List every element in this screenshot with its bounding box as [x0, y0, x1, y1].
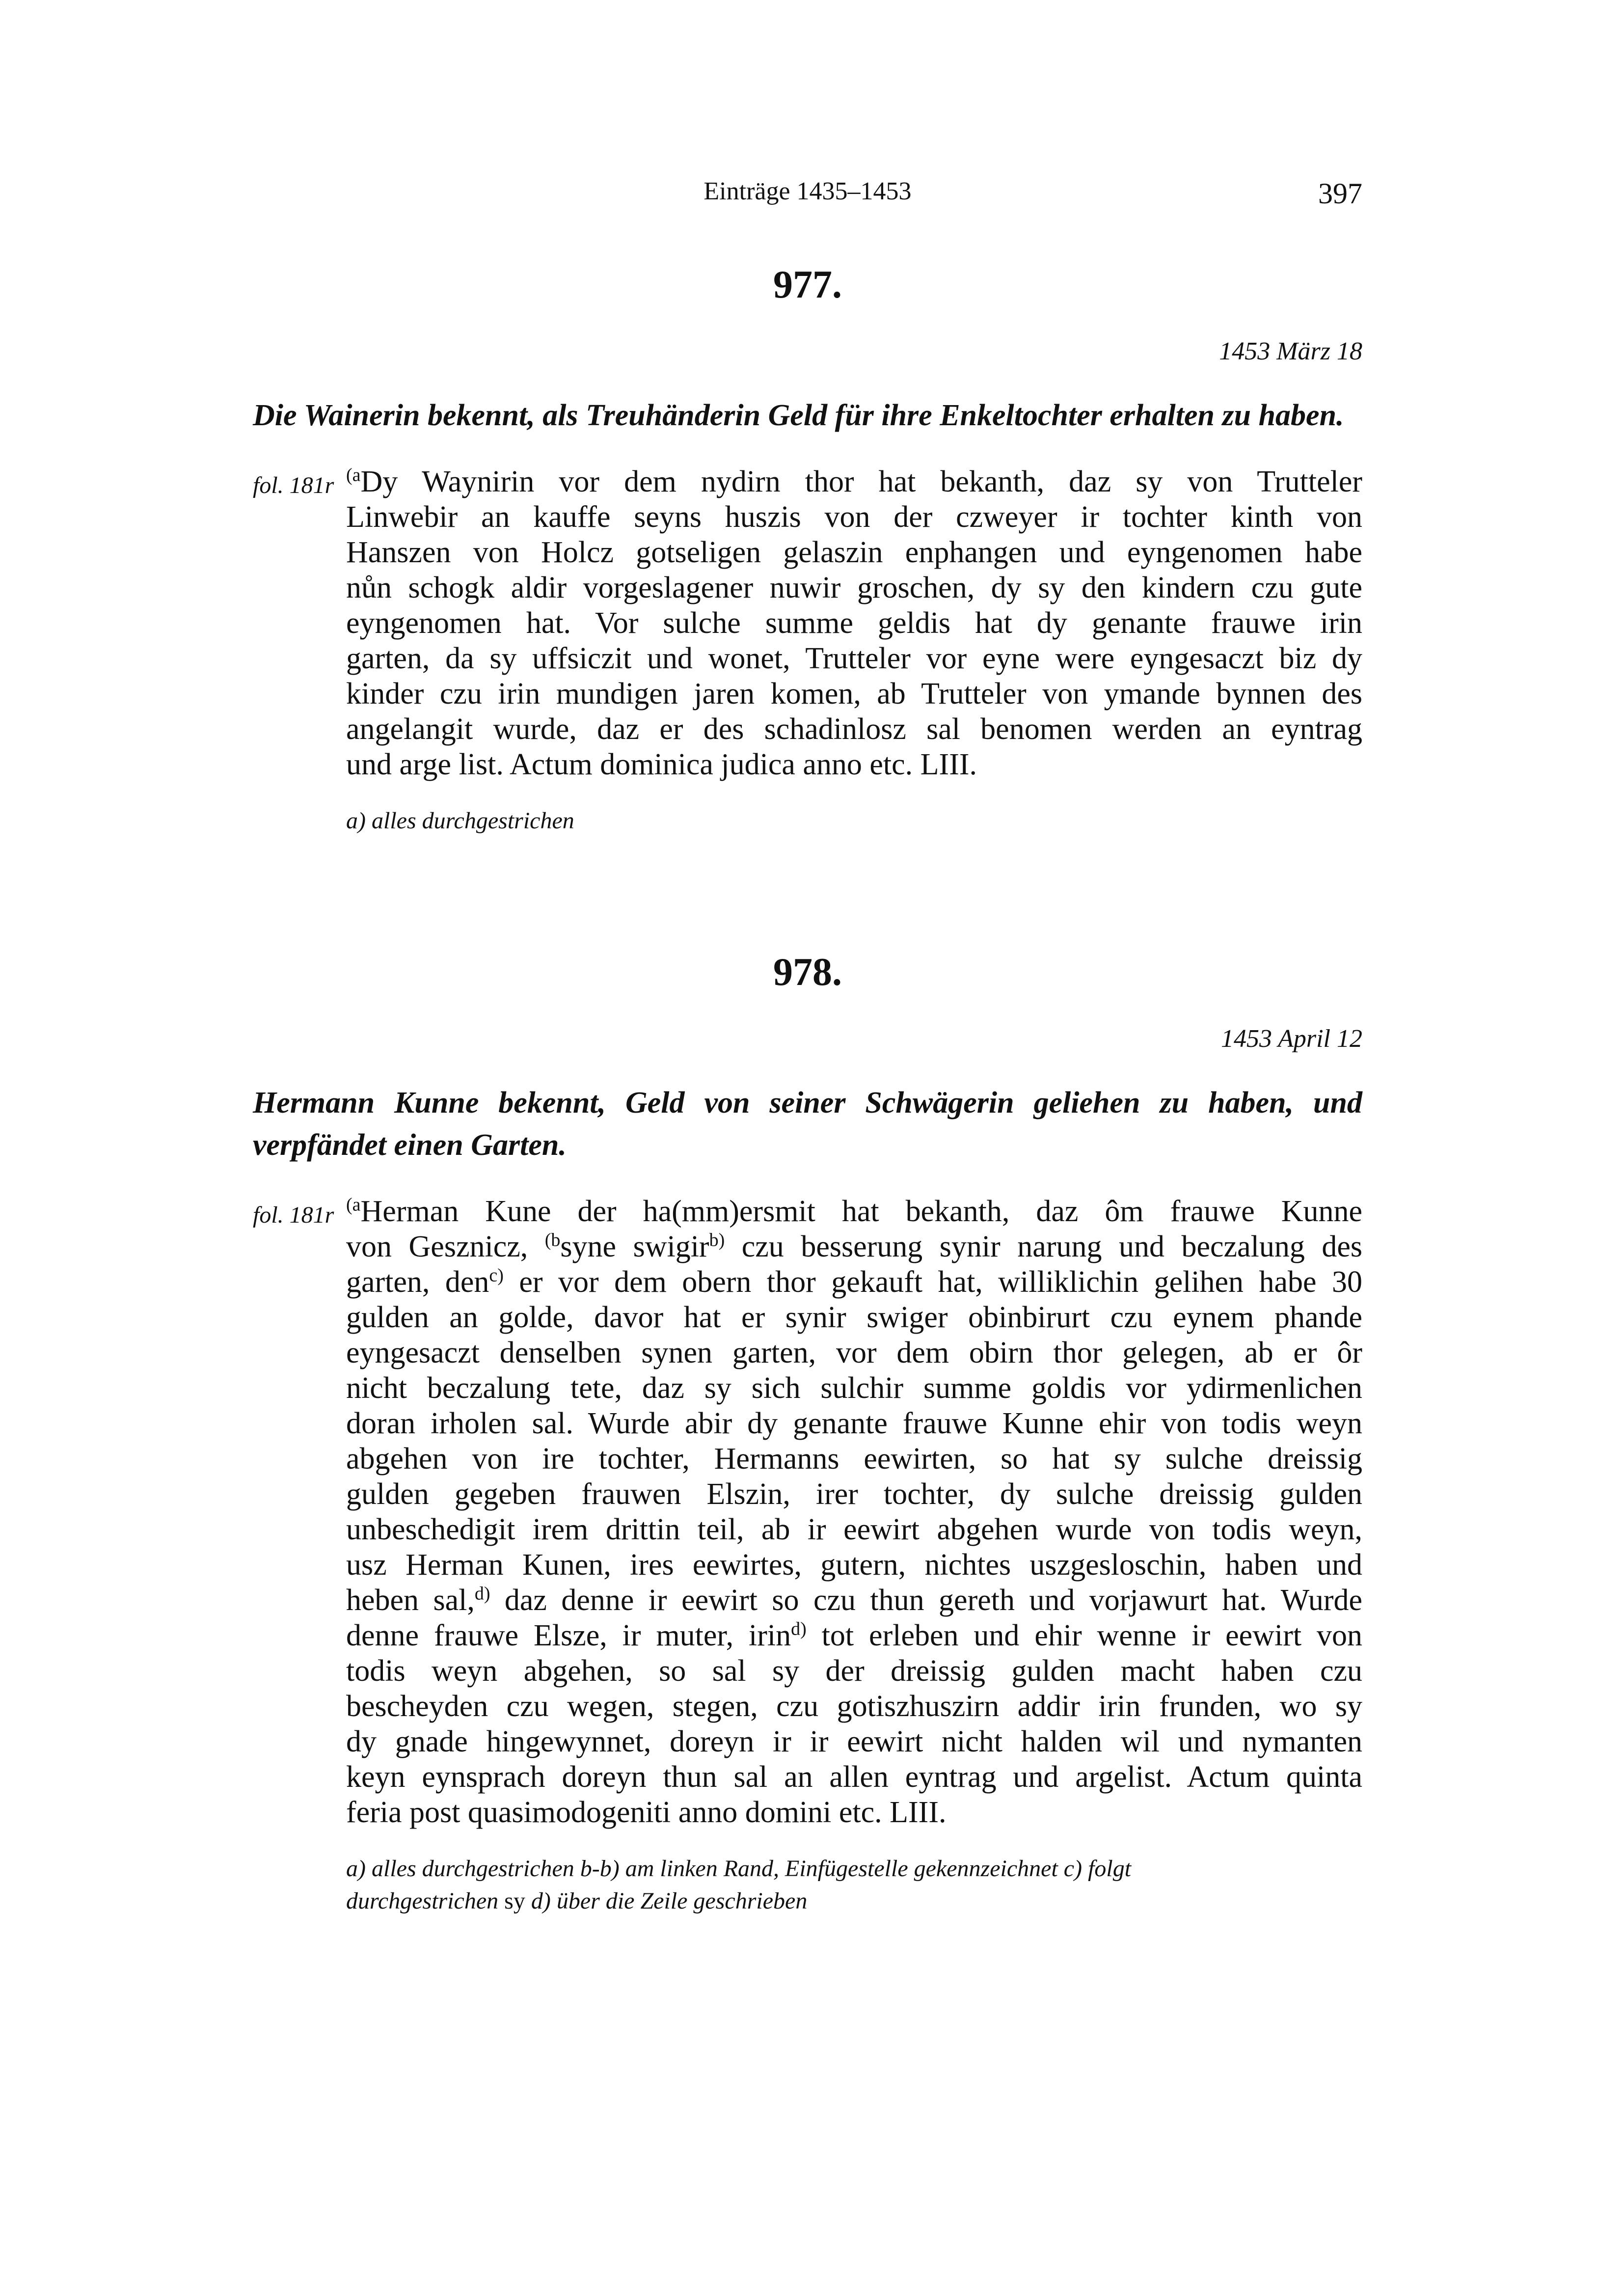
text-line: angelangit wurde, daz er des schadinlosz sal benomen werden an eyntrag	[346, 712, 1362, 746]
text-line: keyn eynsprach doreyn thun sal an allen eyntrag und argelist. Actum quinta	[346, 1760, 1362, 1794]
running-head	[253, 177, 1362, 216]
entry-body	[253, 464, 1362, 782]
text-line: $^{(a}$Herman Kune der ha(mm)ersmit hat bekanth, daz ôm frauwe Kunne	[346, 1194, 1362, 1228]
entry-date: 1453 April 12	[1221, 1025, 1362, 1053]
folio-reference: fol. 181r	[253, 472, 334, 498]
text-line: eyngenomen hat. Vor sulche summe geldis hat dy genante frauwe irin	[346, 606, 1362, 640]
notes-part: durchgestrichen	[346, 1888, 505, 1914]
entry-text	[346, 1194, 1362, 1830]
entry-regest: Hermann Kunne bekennt, Geld von seiner Schwägerin geliehen zu haben, und verpfändet einen Garten.	[253, 1086, 1362, 1162]
entry-number: 977.	[773, 263, 842, 306]
text-line: feria post quasimodogeniti anno domini etc. LIII.	[346, 1796, 947, 1829]
entry-body	[253, 1194, 1362, 1830]
text-line: todis weyn abgehen, so sal sy der dreissig gulden macht haben czu	[346, 1654, 1362, 1688]
entry-notes: a) alles durchgestrichen	[346, 808, 574, 834]
text-line: eyngesaczt denselben synen garten, vor dem obirn thor gelegen, ab er ôr	[346, 1336, 1362, 1369]
text-line: dy gnade hingewynnet, doreyn ir ir eewirt nicht halden wil und nymanten	[346, 1725, 1362, 1758]
folio-reference: fol. 181r	[253, 1202, 334, 1228]
entry-regest: Die Wainerin bekennt, als Treuhänderin Geld für ihre Enkeltochter erhalten zu haben.	[253, 399, 1344, 432]
notes-part: d) über die Zeile geschrieben	[525, 1888, 808, 1914]
text-line: nicht beczalung tete, daz sy sich sulchir summe goldis vor ydirmenlichen	[346, 1371, 1362, 1405]
entry-977	[253, 265, 1362, 837]
text-line: garten, den$^{c)}$ er vor dem obern thor gekauft hat, williklichin gelihen habe 30	[346, 1265, 1362, 1299]
text-line: denne frauwe Elsze, ir muter, irin$^{d)}$ tot erleben und ehir wenne ir eewirt von	[346, 1618, 1362, 1652]
text-line: heben sal,$^{d)}$ daz denne ir eewirt so czu thun gereth und vorjawurt hat. Wurde	[346, 1583, 1362, 1617]
entry-text	[346, 464, 1362, 782]
text-line: unbeschedigit irem drittin teil, ab ir eewirt abgehen wurde von todis weyn,	[346, 1513, 1362, 1546]
text-line: Linwebir an kauffe seyns huszis von der czweyer ir tochter kinth von	[346, 500, 1362, 534]
text-line: gulden gegeben frauwen Elszin, irer tochter, dy sulche dreissig gulden	[346, 1477, 1362, 1511]
running-title: Einträge 1435–1453	[703, 177, 912, 205]
text-line: und arge list. Actum dominica judica anno etc. LIII.	[346, 748, 977, 781]
page-number: 397	[1318, 177, 1362, 210]
text-line: doran irholen sal. Wurde abir dy genante frauwe Kunne ehir von todis weyn	[346, 1407, 1362, 1440]
text-line: bescheyden czu wegen, stegen, czu gotiszhuszirn addir irin frunden, wo sy	[346, 1690, 1362, 1723]
text-line: nůn schogk aldir vorgeslagener nuwir groschen, dy sy den kindern czu gute	[346, 571, 1362, 604]
entry-notes	[346, 1853, 1362, 1917]
entry-978	[253, 953, 1362, 1917]
text-line: garten, da sy uffsiczit und wonet, Trutteler vor eyne were eyngesaczt biz dy	[346, 642, 1362, 675]
text-line: gulden an golde, davor hat er synir swiger obinbirurt czu eynem phande	[346, 1301, 1362, 1334]
notes-part: sy	[504, 1888, 525, 1914]
text-line: Hanszen von Holcz gotseligen gelaszin enphangen und eyngenomen habe	[346, 536, 1362, 569]
text-line: usz Herman Kunen, ires eewirtes, gutern, nichtes uszgesloschin, haben und	[346, 1548, 1362, 1582]
entry-number: 978.	[773, 951, 842, 994]
text-line: abgehen von ire tochter, Hermanns eewirten, so hat sy sulche dreissig	[346, 1442, 1362, 1476]
entry-date: 1453 März 18	[1219, 337, 1362, 365]
text-line: kinder czu irin mundigen jaren komen, ab Trutteler von ymande bynnen des	[346, 677, 1362, 711]
text-line: $^{(a}$Dy Waynirin vor dem nydirn thor hat bekanth, daz sy von Trutteler	[346, 465, 1362, 498]
text-line: von Gesznicz, $^{(b}$syne swigir$^{b)}$ czu besserung synir narung und beczalung des	[346, 1230, 1362, 1263]
notes-part: a) alles durchgestrichen b-b) am linken Rand, Einfügestelle gekennzeichnet c) folgt	[346, 1856, 1132, 1882]
